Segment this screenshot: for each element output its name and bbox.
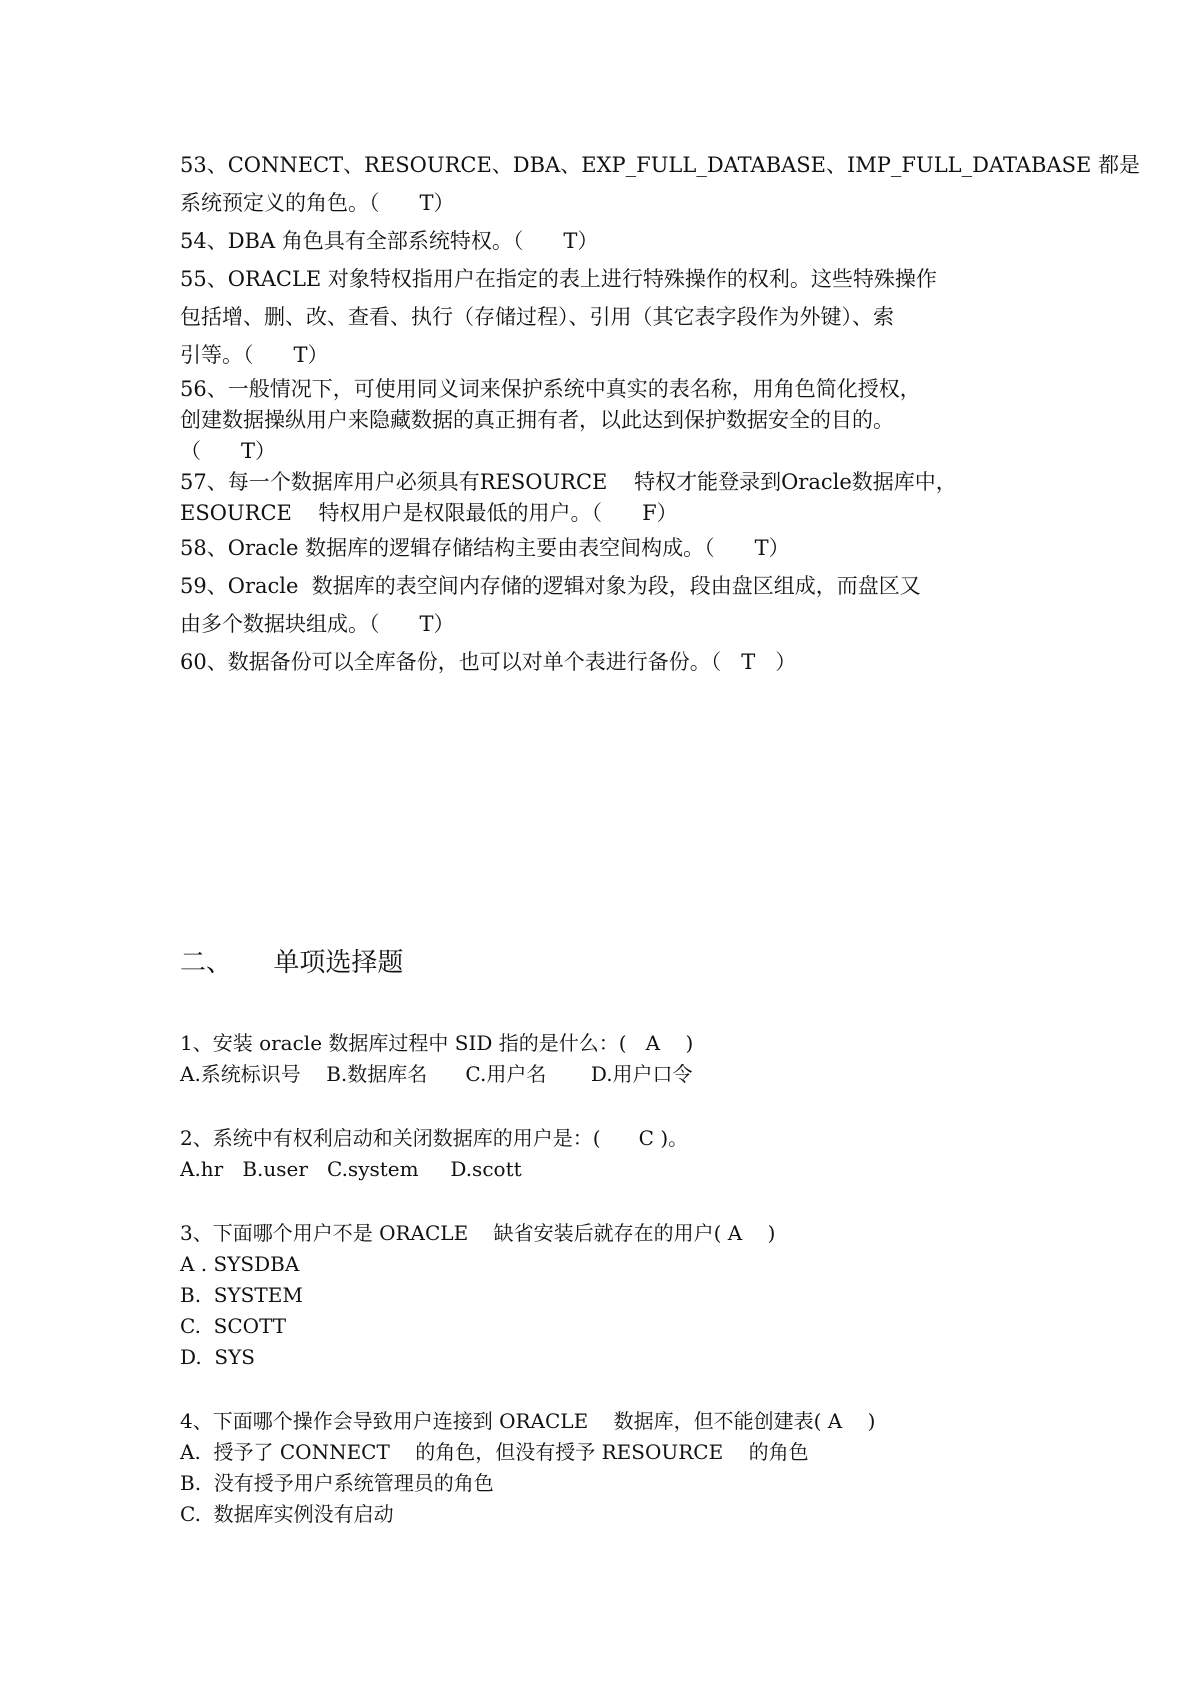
choice-question-3 xyxy=(180,1218,1020,1373)
question-line: 56、一般情况下，可使用同义词来保护系统中真实的表名称，用角色简化授权， xyxy=(180,377,921,401)
choice-question-2 xyxy=(180,1123,1020,1185)
question-line: 54、DBA 角色具有全部系统特权。（ T） xyxy=(180,229,599,253)
section-heading: 二、 单项选择题 xyxy=(180,948,404,978)
question-line: 3、下面哪个用户不是 ORACLE 缺省安装后就存在的用户( A ) xyxy=(180,1221,776,1245)
answer-option: A. 授予了 CONNECT 的角色，但没有授予 RESOURCE 的角色 xyxy=(180,1440,809,1464)
question-line: 53、CONNECT、RESOURCE、DBA、EXP_FULL_DATABASE、IMP_FULL_DATABASE 都是 xyxy=(180,153,1140,177)
question-line: 60、数据备份可以全库备份，也可以对单个表进行备份。（ T ） xyxy=(180,650,797,674)
question-60 xyxy=(180,643,1020,681)
question-53 xyxy=(180,146,1140,222)
question-58 xyxy=(180,529,1020,567)
question-line: 58、Oracle 数据库的逻辑存储结构主要由表空间构成。（ T） xyxy=(180,536,790,560)
question-line: 创建数据操纵用户来隐藏数据的真正拥有者，以此达到保护数据安全的目的。 xyxy=(180,408,894,432)
true-false-questions xyxy=(180,146,1140,681)
question-line: 引等。（ T） xyxy=(180,343,329,367)
question-line: 由多个数据块组成。（ T） xyxy=(180,612,455,636)
question-57 xyxy=(180,467,1020,529)
choice-question-4 xyxy=(180,1406,1020,1530)
question-55 xyxy=(180,260,1020,374)
answer-options: A.系统标识号 B.数据库名 C.用户名 D.用户口令 xyxy=(180,1062,693,1086)
choice-question-1 xyxy=(180,1028,1020,1090)
question-56 xyxy=(180,374,1020,467)
question-line: ESOURCE 特权用户是权限最低的用户。（ F） xyxy=(180,501,678,525)
question-line: 55、ORACLE 对象特权指用户在指定的表上进行特殊操作的权利。这些特殊操作 xyxy=(180,267,937,291)
question-59 xyxy=(180,567,1020,643)
question-line: （ T） xyxy=(180,439,277,463)
question-line: 2、系统中有权利启动和关闭数据库的用户是：( C )。 xyxy=(180,1126,689,1150)
question-line: 1、安装 oracle 数据库过程中 SID 指的是什么：( A ) xyxy=(180,1031,694,1055)
answer-option: C. SCOTT xyxy=(180,1314,287,1338)
question-line: 系统预定义的角色。（ T） xyxy=(180,191,455,215)
answer-option: B. 没有授予用户系统管理员的角色 xyxy=(180,1471,494,1495)
answer-option: B. SYSTEM xyxy=(180,1283,303,1307)
answer-options: A.hr B.user C.system D.scott xyxy=(180,1157,522,1181)
question-line: 57、每一个数据库用户必须具有RESOURCE 特权才能登录到Oracle数据库中， xyxy=(180,470,957,494)
answer-option: C. 数据库实例没有启动 xyxy=(180,1502,394,1526)
answer-option: D. SYS xyxy=(180,1345,255,1369)
answer-option: A . SYSDBA xyxy=(180,1252,300,1276)
question-line: 包括增、删、改、查看、执行（存储过程）、引用（其它表字段作为外键）、索 xyxy=(180,305,894,329)
question-54 xyxy=(180,222,1020,260)
question-line: 59、Oracle 数据库的表空间内存储的逻辑对象为段，段由盘区组成，而盘区又 xyxy=(180,574,921,598)
question-line: 4、下面哪个操作会导致用户连接到 ORACLE 数据库，但不能创建表( A ) xyxy=(180,1409,876,1433)
